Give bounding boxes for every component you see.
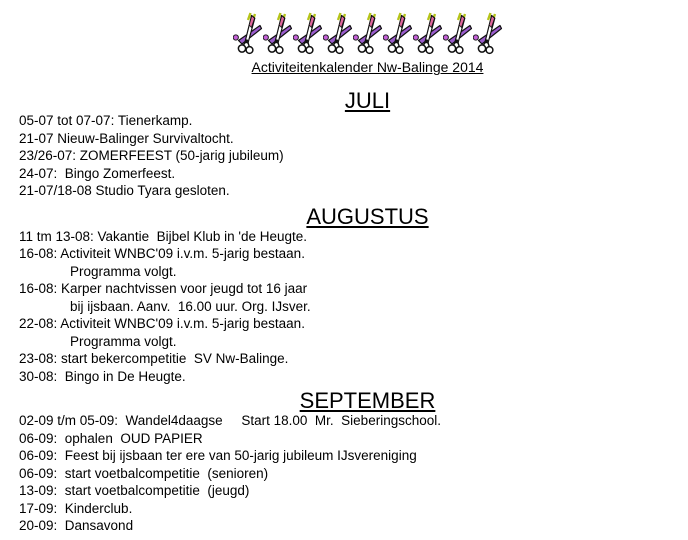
event-line: 23-08: start bekercompetitie SV Nw-Balinge. [19,351,289,366]
section-juli [0,89,688,200]
section-september [0,389,688,535]
event-line: 20-09: Dansavond [19,518,134,533]
event-line-continuation: Programma volgt. [70,263,177,279]
scissors-icon [413,10,443,55]
event-line: 02-09 t/m 05-09: Wandel4daagse Start 18.00 Mr. Sieberingschool. [19,413,441,428]
section-augustus [0,205,688,386]
event-line: 23/26-07: ZOMERFEEST (50-jarig jubileum) [19,148,284,163]
event-line: 22-08: Activiteit WNBC'09 i.v.m. 5-jarig bestaan. [19,316,305,331]
section-heading-juli: JULI [344,88,391,113]
event-line: 30-08: Bingo in De Heugte. [19,368,186,384]
event-line: 16-08: Karper nachtvissen voor jeugd tot 16 jaar [19,281,308,296]
event-line: 06-09: ophalen OUD PAPIER [19,430,203,446]
document-title: Activiteitenkalender Nw-Balinge 2014 [251,59,484,75]
section-heading-september: SEPTEMBER [299,388,436,413]
scissors-icon [353,10,383,55]
event-line: 17-09: Kinderclub. [19,500,133,516]
scissors-icon [263,10,293,55]
event-line: 16-08: Activiteit WNBC'09 i.v.m. 5-jarig bestaan. [19,246,305,261]
event-line-continuation: bij ijsbaan. Aanv. 16.00 uur. Org. IJsver. [70,298,311,314]
event-line: 05-07 tot 07-07: Tienerkamp. [19,113,193,128]
event-line: 06-09: Feest bij ijsbaan ter ere van 50-jarig jubileum IJsvereniging [19,448,417,463]
event-line: 21-07/18-08 Studio Tyara gesloten. [19,183,230,198]
event-line: 21-07 Nieuw-Balinger Survivaltocht. [19,130,234,146]
scissors-icon [293,10,323,55]
event-line: 06-09: start voetbalcompetitie (senioren) [19,465,269,481]
scissors-icon [443,10,473,55]
scissors-border [47,0,688,56]
event-line-continuation: Programma volgt. [70,333,177,349]
scissors-icon [383,10,413,55]
section-heading-augustus: AUGUSTUS [306,203,429,229]
scissors-icon [473,10,503,55]
event-line: 13-09: start voetbalcompetitie (jeugd) [19,483,250,498]
event-line: 24-07: Bingo Zomerfeest. [19,165,176,181]
scissors-icon [323,10,353,55]
scissors-icon [233,10,263,55]
event-line: 11 tm 13-08: Vakantie Bijbel Klub in 'de Heugte. [19,228,308,244]
